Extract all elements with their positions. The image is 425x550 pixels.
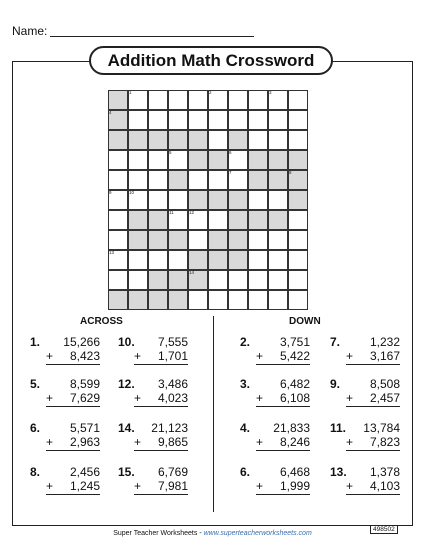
problem-number: 1. <box>30 335 41 349</box>
answer-line <box>46 494 100 495</box>
problem-addend-bottom: 2,457 <box>369 391 400 405</box>
grid-cell[interactable] <box>188 170 208 190</box>
answer-line <box>46 450 100 451</box>
grid-cell[interactable] <box>268 130 288 150</box>
grid-cell[interactable] <box>288 130 308 150</box>
plus-sign: + <box>346 435 354 449</box>
grid-cell-shaded <box>248 210 268 230</box>
grid-cell[interactable] <box>248 190 268 210</box>
grid-cell[interactable] <box>208 130 228 150</box>
column-divider <box>213 316 214 512</box>
grid-cell-shaded <box>188 190 208 210</box>
grid-cell-shaded <box>188 130 208 150</box>
problem-number: 7. <box>330 335 341 349</box>
grid-cell[interactable] <box>208 290 228 310</box>
grid-cell[interactable] <box>268 270 288 290</box>
grid-cell-shaded <box>248 150 268 170</box>
problem-number: 3. <box>240 377 251 391</box>
clue-number: 14 <box>189 270 195 275</box>
grid-cell[interactable] <box>108 170 128 190</box>
problem-number: 12. <box>118 377 135 391</box>
grid-cell[interactable] <box>248 130 268 150</box>
clue-number: 7 <box>229 170 232 175</box>
plus-sign: + <box>256 435 264 449</box>
grid-cell[interactable] <box>268 110 288 130</box>
plus-sign: + <box>134 349 142 363</box>
clue-number: 9 <box>109 190 112 195</box>
grid-cell[interactable] <box>148 90 168 110</box>
answer-line <box>134 406 188 407</box>
grid-cell-shaded <box>168 130 188 150</box>
answer-line <box>346 494 400 495</box>
across-problem <box>118 421 188 461</box>
problem-addend-top: 8,599 <box>69 377 100 391</box>
problem-addend-top: 6,482 <box>279 377 310 391</box>
down-problem <box>330 377 400 417</box>
grid-cell[interactable] <box>108 270 128 290</box>
grid-cell[interactable] <box>208 170 228 190</box>
clue-number: 4 <box>109 110 112 115</box>
grid-cell-shaded <box>228 230 248 250</box>
grid-cell[interactable] <box>108 230 128 250</box>
problem-addend-top: 5,571 <box>69 421 100 435</box>
problem-addend-bottom: 2,963 <box>69 435 100 449</box>
clue-number: 5 <box>169 150 172 155</box>
grid-cell[interactable] <box>288 290 308 310</box>
problem-addend-top: 21,833 <box>273 421 310 435</box>
grid-cell[interactable] <box>148 110 168 130</box>
problem-addend-top: 13,784 <box>363 421 400 435</box>
across-problem <box>118 465 188 505</box>
grid-cell[interactable] <box>288 210 308 230</box>
problem-addend-bottom: 7,629 <box>69 391 100 405</box>
problem-addend-bottom: 8,423 <box>69 349 100 363</box>
grid-cell[interactable] <box>288 230 308 250</box>
grid-cell[interactable] <box>168 90 188 110</box>
grid-cell[interactable] <box>248 250 268 270</box>
plus-sign: + <box>134 391 142 405</box>
plus-sign: + <box>46 435 54 449</box>
grid-cell[interactable] <box>248 110 268 130</box>
grid-cell-shaded <box>168 290 188 310</box>
across-problem <box>30 335 100 375</box>
problem-number: 10. <box>118 335 135 349</box>
grid-cell[interactable] <box>228 90 248 110</box>
grid-cell[interactable] <box>108 150 128 170</box>
grid-cell[interactable] <box>288 90 308 110</box>
clue-number: 2 <box>209 90 212 95</box>
grid-cell[interactable] <box>268 230 288 250</box>
grid-cell[interactable] <box>268 250 288 270</box>
grid-cell-shaded <box>108 130 128 150</box>
grid-cell[interactable] <box>188 230 208 250</box>
name-label: Name: <box>12 24 48 38</box>
problem-number: 11. <box>330 421 347 435</box>
problem-number: 14. <box>118 421 135 435</box>
problem-addend-top: 1,378 <box>369 465 400 479</box>
down-heading: DOWN <box>289 316 321 327</box>
down-problem <box>240 377 310 417</box>
grid-cell-shaded <box>288 190 308 210</box>
plus-sign: + <box>46 391 54 405</box>
problem-addend-bottom: 4,023 <box>157 391 188 405</box>
grid-cell[interactable] <box>208 270 228 290</box>
plus-sign: + <box>134 479 142 493</box>
answer-line <box>346 450 400 451</box>
grid-cell[interactable] <box>168 110 188 130</box>
plus-sign: + <box>46 479 54 493</box>
down-problem <box>240 465 310 505</box>
down-problem <box>330 421 400 461</box>
grid-cell-shaded <box>148 210 168 230</box>
grid-cell[interactable] <box>228 270 248 290</box>
grid-cell-shaded <box>268 210 288 230</box>
grid-cell[interactable] <box>148 170 168 190</box>
problem-number: 5. <box>30 377 41 391</box>
grid-cell[interactable] <box>268 190 288 210</box>
grid-cell-shaded <box>108 90 128 110</box>
grid-cell-shaded <box>128 230 148 250</box>
grid-cell[interactable] <box>128 110 148 130</box>
across-problem <box>30 465 100 505</box>
grid-cell-shaded <box>208 250 228 270</box>
grid-cell[interactable] <box>288 270 308 290</box>
clue-number: 6 <box>229 150 232 155</box>
grid-cell[interactable] <box>248 230 268 250</box>
grid-cell[interactable] <box>228 110 248 130</box>
plus-sign: + <box>46 349 54 363</box>
answer-line <box>134 364 188 365</box>
problem-addend-top: 2,456 <box>69 465 100 479</box>
problem-number: 4. <box>240 421 251 435</box>
problem-number: 6. <box>30 421 41 435</box>
grid-cell-shaded <box>288 150 308 170</box>
footer-url[interactable]: www.superteacherworksheets.com <box>203 530 312 537</box>
answer-line <box>346 406 400 407</box>
grid-cell-shaded <box>228 210 248 230</box>
grid-cell[interactable] <box>128 270 148 290</box>
grid-cell[interactable] <box>168 190 188 210</box>
grid-cell-shaded <box>268 170 288 190</box>
footer-separator: - <box>197 530 204 537</box>
clue-number: 1 <box>129 90 132 95</box>
answer-line <box>256 406 310 407</box>
across-problem <box>118 377 188 417</box>
grid-cell-shaded <box>128 210 148 230</box>
grid-cell-shaded <box>168 170 188 190</box>
problem-addend-bottom: 3,167 <box>369 349 400 363</box>
grid-cell[interactable] <box>188 290 208 310</box>
across-problem <box>30 377 100 417</box>
clue-number: 11 <box>169 210 174 215</box>
grid-cell-shaded <box>208 230 228 250</box>
clue-number: 8 <box>289 170 292 175</box>
down-problem <box>240 421 310 461</box>
grid-cell-shaded <box>168 230 188 250</box>
plus-sign: + <box>256 349 264 363</box>
problem-addend-top: 6,468 <box>279 465 310 479</box>
grid-cell[interactable] <box>128 250 148 270</box>
grid-cell-shaded <box>148 290 168 310</box>
grid-cell-shaded <box>148 230 168 250</box>
grid-cell-shaded <box>188 250 208 270</box>
grid-cell[interactable] <box>168 250 188 270</box>
grid-cell[interactable] <box>228 290 248 310</box>
grid-cell-shaded <box>268 150 288 170</box>
across-heading: ACROSS <box>80 316 123 327</box>
problem-addend-top: 15,266 <box>63 335 100 349</box>
problem-addend-bottom: 8,246 <box>279 435 310 449</box>
problem-number: 8. <box>30 465 41 479</box>
plus-sign: + <box>256 479 264 493</box>
plus-sign: + <box>134 435 142 449</box>
plus-sign: + <box>256 391 264 405</box>
worksheet-code: 498502 <box>370 525 398 534</box>
page-title: Addition Math Crossword <box>89 46 333 75</box>
plus-sign: + <box>346 391 354 405</box>
name-field[interactable] <box>50 36 254 37</box>
grid-cell[interactable] <box>208 210 228 230</box>
clue-number: 13 <box>109 250 115 255</box>
grid-cell[interactable] <box>148 150 168 170</box>
grid-cell[interactable] <box>288 110 308 130</box>
answer-line <box>134 494 188 495</box>
grid-cell-shaded <box>228 190 248 210</box>
grid-cell-shaded <box>128 130 148 150</box>
grid-cell[interactable] <box>128 150 148 170</box>
grid-cell-shaded <box>248 170 268 190</box>
grid-cell-shaded <box>108 290 128 310</box>
grid-cell[interactable] <box>208 110 228 130</box>
grid-cell[interactable] <box>248 270 268 290</box>
plus-sign: + <box>346 349 354 363</box>
down-problem <box>330 335 400 375</box>
clue-number: 10 <box>129 190 135 195</box>
grid-cell-shaded <box>208 150 228 170</box>
problem-addend-top: 21,123 <box>151 421 188 435</box>
grid-cell-shaded <box>228 250 248 270</box>
problem-number: 13. <box>330 465 347 479</box>
grid-cell-shaded <box>128 290 148 310</box>
across-problem <box>118 335 188 375</box>
answer-line <box>46 406 100 407</box>
problem-addend-bottom: 1,701 <box>157 349 188 363</box>
problem-addend-bottom: 9,865 <box>157 435 188 449</box>
problem-addend-bottom: 1,245 <box>69 479 100 493</box>
grid-cell-shaded <box>168 270 188 290</box>
problem-addend-bottom: 1,999 <box>279 479 310 493</box>
problem-addend-top: 8,508 <box>369 377 400 391</box>
problem-number: 6. <box>240 465 251 479</box>
problem-addend-top: 6,769 <box>157 465 188 479</box>
problem-addend-bottom: 4,103 <box>369 479 400 493</box>
grid-cell[interactable] <box>268 290 288 310</box>
problem-number: 15. <box>118 465 135 479</box>
problem-addend-top: 3,751 <box>279 335 310 349</box>
down-problem <box>330 465 400 505</box>
answer-line <box>134 450 188 451</box>
grid-cell-shaded <box>188 150 208 170</box>
problem-addend-top: 1,232 <box>369 335 400 349</box>
footer-brand: Super Teacher Worksheets <box>113 530 198 537</box>
clue-number: 3 <box>269 90 272 95</box>
down-problem <box>240 335 310 375</box>
problem-addend-top: 3,486 <box>157 377 188 391</box>
plus-sign: + <box>346 479 354 493</box>
grid-cell[interactable] <box>288 250 308 270</box>
grid-cell-shaded <box>228 130 248 150</box>
grid-cell[interactable] <box>188 90 208 110</box>
problem-addend-bottom: 5,422 <box>279 349 310 363</box>
problem-number: 2. <box>240 335 251 349</box>
grid-cell[interactable] <box>248 290 268 310</box>
clue-number: 12 <box>189 210 195 215</box>
grid-cell-shaded <box>148 270 168 290</box>
grid-cell-shaded <box>208 190 228 210</box>
problem-addend-top: 7,555 <box>157 335 188 349</box>
grid-cell[interactable] <box>248 90 268 110</box>
grid-cell-shaded <box>148 130 168 150</box>
answer-line <box>346 364 400 365</box>
grid-cell[interactable] <box>128 170 148 190</box>
problem-addend-bottom: 7,823 <box>369 435 400 449</box>
footer <box>0 530 425 537</box>
grid-cell[interactable] <box>148 250 168 270</box>
answer-line <box>256 494 310 495</box>
answer-line <box>256 450 310 451</box>
answer-line <box>256 364 310 365</box>
grid-cell[interactable] <box>108 210 128 230</box>
problem-number: 9. <box>330 377 341 391</box>
grid-cell[interactable] <box>148 190 168 210</box>
answer-line <box>46 364 100 365</box>
problem-addend-bottom: 7,981 <box>157 479 188 493</box>
across-problem <box>30 421 100 461</box>
problem-addend-bottom: 6,108 <box>279 391 310 405</box>
grid-cell[interactable] <box>188 110 208 130</box>
